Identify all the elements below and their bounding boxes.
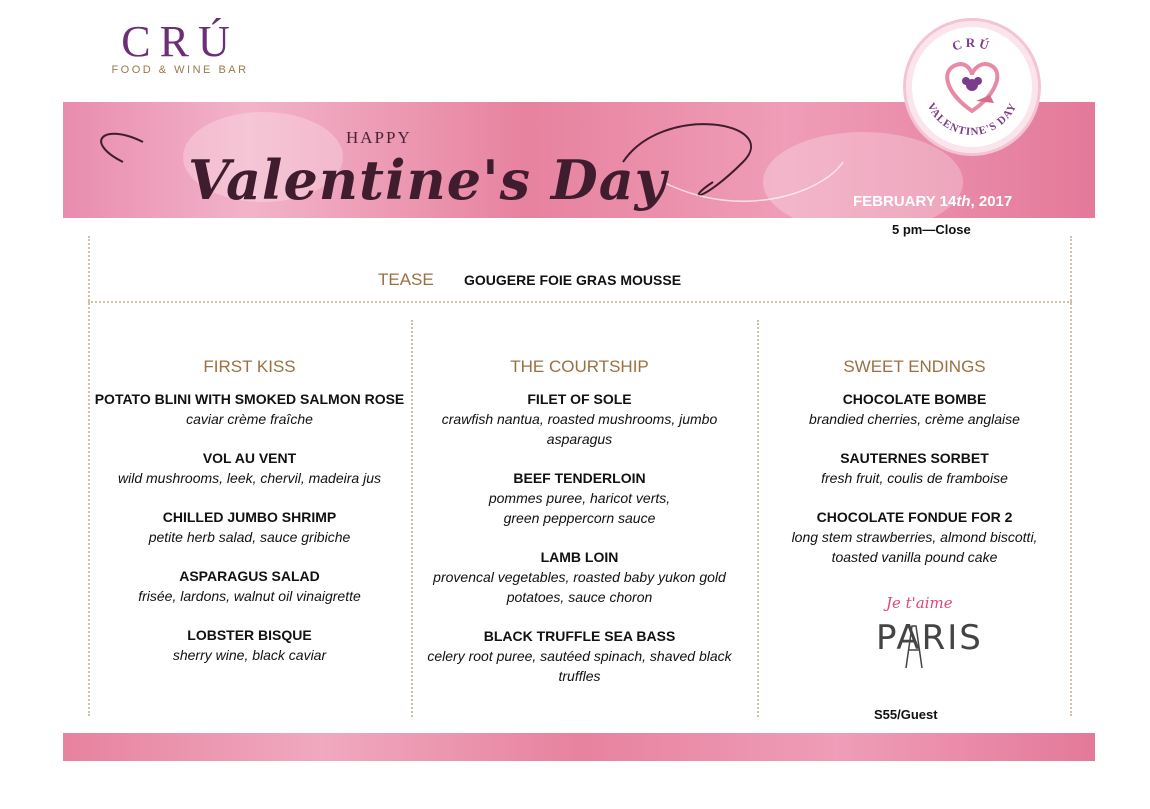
menu-item (88, 448, 411, 488)
course-title: SWEET ENDINGS (843, 357, 986, 376)
menu-item (88, 625, 411, 665)
dish-name: FILET OF SOLE (527, 391, 632, 407)
dish-name: BLACK TRUFFLE SEA BASS (483, 628, 676, 644)
menu-item (418, 626, 741, 686)
happy-text: HAPPY (346, 128, 412, 147)
menu-item (418, 547, 741, 607)
dish-name: VOL AU VENT (202, 450, 297, 466)
divider-vertical-1 (411, 320, 413, 717)
svg-text:VALENTINE'S DAY (925, 101, 1020, 138)
dish-description: fresh fruit, coulis de framboise (821, 470, 1008, 486)
paris-script-text: Je t'aime (886, 594, 953, 612)
menu-item (757, 448, 1072, 488)
menu-item (88, 507, 411, 547)
tease-item: GOUGERE FOIE GRAS MOUSSE (464, 272, 682, 288)
dish-description: brandied cherries, crème anglaise (809, 411, 1020, 427)
banner-title: Valentine's Day (188, 148, 668, 212)
eiffel-tower-icon (862, 590, 972, 670)
dish-description: petite herb salad, sauce gribiche (148, 529, 351, 545)
cru-logo (100, 18, 260, 76)
divider-horizontal (88, 301, 1072, 303)
dish-name: CHOCOLATE BOMBE (842, 391, 987, 407)
price-per-guest: S55/Guest (874, 707, 938, 722)
event-hours: 5 pm—Close (892, 222, 971, 237)
svg-text:CRÚ (950, 35, 993, 54)
dish-name: CHOCOLATE FONDUE FOR 2 (816, 509, 1013, 525)
dish-name: CHILLED JUMBO SHRIMP (162, 509, 337, 525)
paris-word: PARIS (876, 618, 983, 658)
course-sweet-endings (757, 357, 1072, 586)
dish-description: crawfish nantua, roasted mushrooms, jumbo asparagus (441, 411, 718, 447)
event-date (853, 193, 1012, 210)
menu-item (757, 389, 1072, 429)
dish-description: provencal vegetables, roasted baby yukon gold potatoes, sauce choron (433, 569, 726, 605)
dish-name: LAMB LOIN (540, 549, 619, 565)
dish-description: wild mushrooms, leek, chervil, madeira jus (118, 470, 381, 486)
date-year: , 2017 (970, 193, 1013, 210)
footer-band (63, 733, 1095, 761)
dish-name: ASPARAGUS SALAD (179, 568, 320, 584)
dish-description: frisée, lardons, walnut oil vinaigrette (138, 588, 361, 604)
menu-item (418, 468, 741, 528)
menu-item (757, 507, 1072, 567)
dish-name: POTATO BLINI WITH SMOKED SALMON ROSE (94, 391, 405, 407)
dish-name: LOBSTER BISQUE (187, 627, 312, 643)
dish-description: long stem strawberries, almond biscotti, toasted vanilla pound cake (791, 529, 1038, 565)
menu-item (88, 389, 411, 429)
menu-item (88, 566, 411, 606)
course-title: FIRST KISS (203, 357, 296, 376)
date-main: FEBRUARY 14 (853, 193, 957, 210)
badge-top-text: CRÚ (950, 34, 994, 54)
dish-description: sherry wine, black caviar (172, 647, 327, 663)
course-title: THE COURTSHIP (510, 357, 649, 376)
course-first-kiss (88, 357, 411, 684)
logo-subtitle: FOOD & WINE BAR (111, 64, 249, 76)
dish-name: SAUTERNES SORBET (840, 450, 989, 466)
badge-bottom-text: VALENTINE'S DAY (924, 100, 1020, 139)
logo-name: CRÚ (121, 17, 239, 66)
dish-description: caviar crème fraîche (186, 411, 313, 427)
date-suffix: th (956, 193, 971, 210)
dish-description: celery root puree, sautéed spinach, shaved black truffles (427, 648, 732, 684)
course-the-courtship (418, 357, 741, 705)
je-taime-paris-graphic (862, 590, 983, 670)
menu-item (418, 389, 741, 449)
dish-description: pommes puree, haricot verts, green peppercorn sauce (488, 490, 671, 526)
dish-name: BEEF TENDERLOIN (513, 470, 646, 486)
valentines-badge (903, 18, 1041, 156)
tease-label: TEASE (378, 270, 434, 289)
